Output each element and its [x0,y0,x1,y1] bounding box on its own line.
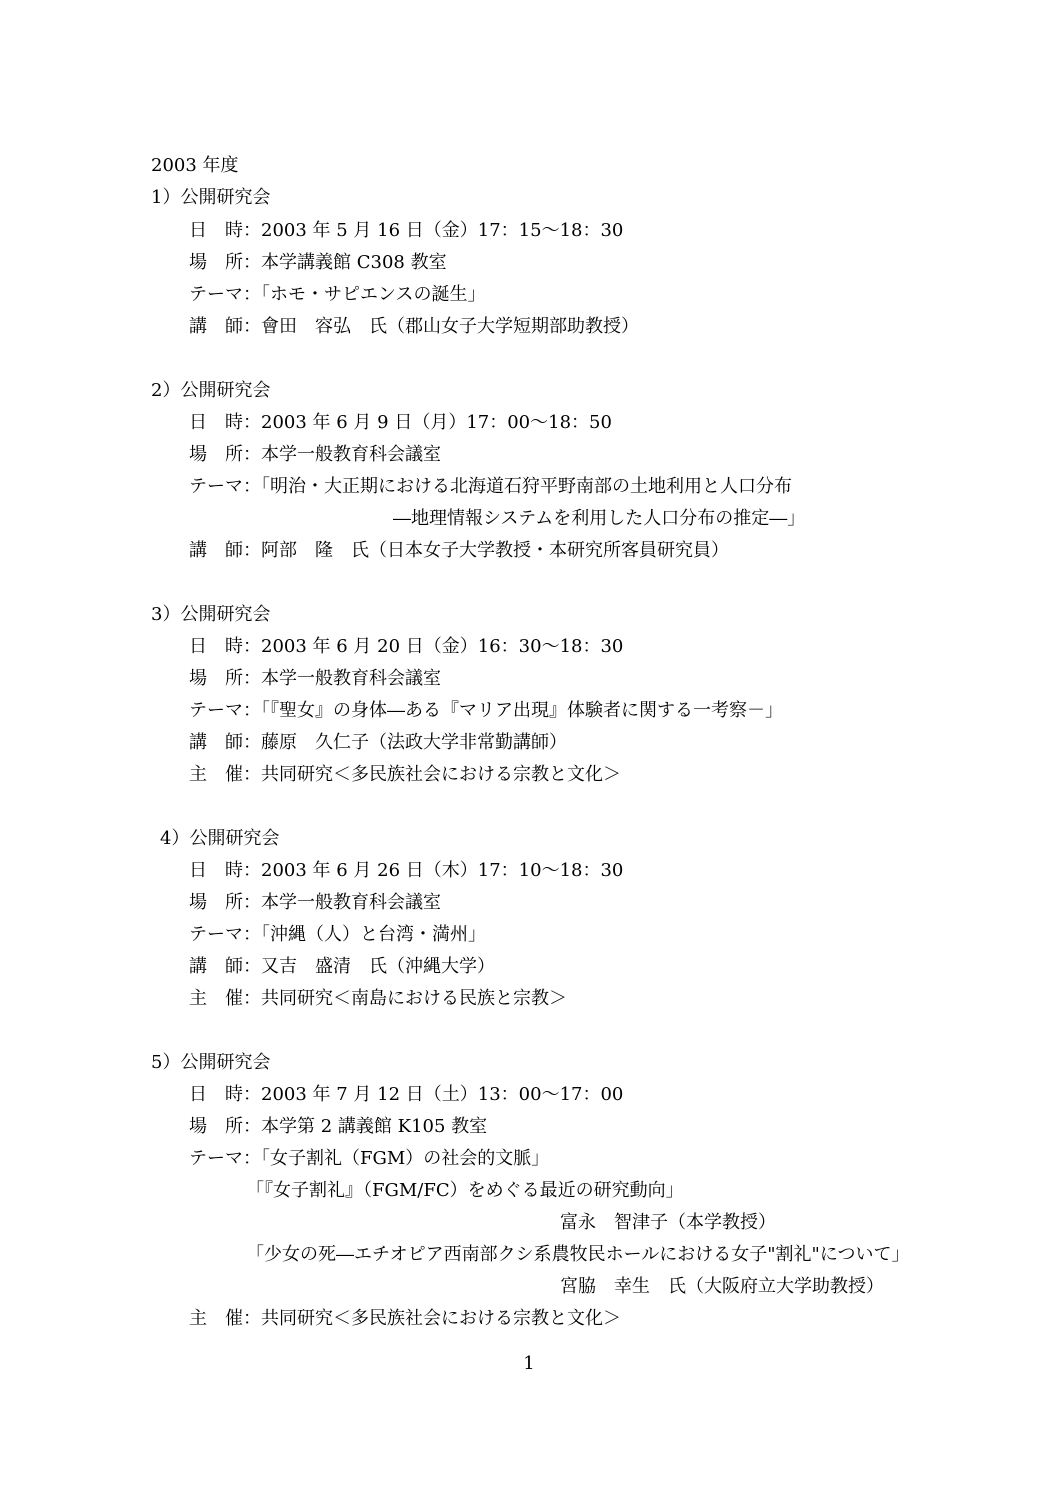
section-4-host: 主 催：共同研究＜南島における民族と宗教＞ [189,988,567,1009]
section-2-date: 日 時：2003 年 6 月 9 日（月）17：00～18：50 [189,412,612,433]
section-3-lecturer: 講 師：藤原 久仁子（法政大学非常勤講師） [189,732,567,753]
section-3-date: 日 時：2003 年 6 月 20 日（金）16：30～18：30 [189,636,624,657]
section-5-place: 場 所：本学第 2 講義館 K105 教室 [189,1116,488,1137]
section-4-theme: テーマ：「沖縄（人）と台湾・満州」 [189,924,486,945]
section-1-theme: テーマ：「ホモ・サピエンスの誕生」 [189,284,486,305]
section-5-date: 日 時：2003 年 7 月 12 日（土）13：00～17：00 [189,1084,624,1105]
year-heading: 2003 年度 [151,155,239,176]
section-1-place: 場 所：本学講義館 C308 教室 [189,252,447,273]
section-2-heading: 2）公開研究会 [151,380,271,401]
section-5-subtalk-1-speaker: 富永 智津子（本学教授） [560,1212,776,1233]
section-2-theme: テーマ：「明治・大正期における北海道石狩平野南部の土地利用と人口分布 [189,476,792,497]
section-5-subtalk-2-title: 「少女の死―エチオピア西南部クシ系農牧民ホールにおける女子"割礼"について」 [246,1244,910,1265]
section-5-heading: 5）公開研究会 [151,1052,271,1073]
section-1-lecturer: 講 師：會田 容弘 氏（郡山女子大学短期部助教授） [189,316,639,337]
section-5-host: 主 催：共同研究＜多民族社会における宗教と文化＞ [189,1308,621,1329]
page-number: 1 [523,1353,535,1374]
section-4-heading: 4）公開研究会 [160,828,280,849]
section-4-date: 日 時：2003 年 6 月 26 日（木）17：10～18：30 [189,860,624,881]
section-4-lecturer: 講 師：又吉 盛清 氏（沖縄大学） [189,956,495,977]
section-2-theme-continuation: ―地理情報システムを利用した人口分布の推定―」 [393,508,806,529]
section-3-place: 場 所：本学一般教育科会議室 [189,668,441,689]
section-3-host: 主 催：共同研究＜多民族社会における宗教と文化＞ [189,764,621,785]
section-5-subtalk-2-speaker: 宮脇 幸生 氏（大阪府立大学助教授） [560,1276,884,1297]
section-1-date: 日 時：2003 年 5 月 16 日（金）17：15～18：30 [189,220,624,241]
section-2-lecturer: 講 師：阿部 隆 氏（日本女子大学教授・本研究所客員研究員） [189,540,729,561]
section-1-heading: 1）公開研究会 [151,187,271,208]
section-3-heading: 3）公開研究会 [151,604,271,625]
section-5-subtalk-1-title: 「『女子割礼』（FGM/FC）をめぐる最近の研究動向」 [246,1180,684,1201]
section-5-theme: テーマ：「女子割礼（FGM）の社会的文脈」 [189,1148,550,1169]
section-2-place: 場 所：本学一般教育科会議室 [189,444,441,465]
section-4-place: 場 所：本学一般教育科会議室 [189,892,441,913]
section-3-theme: テーマ：「『聖女』の身体―ある『マリア出現』体験者に関する一考察－」 [189,700,783,721]
